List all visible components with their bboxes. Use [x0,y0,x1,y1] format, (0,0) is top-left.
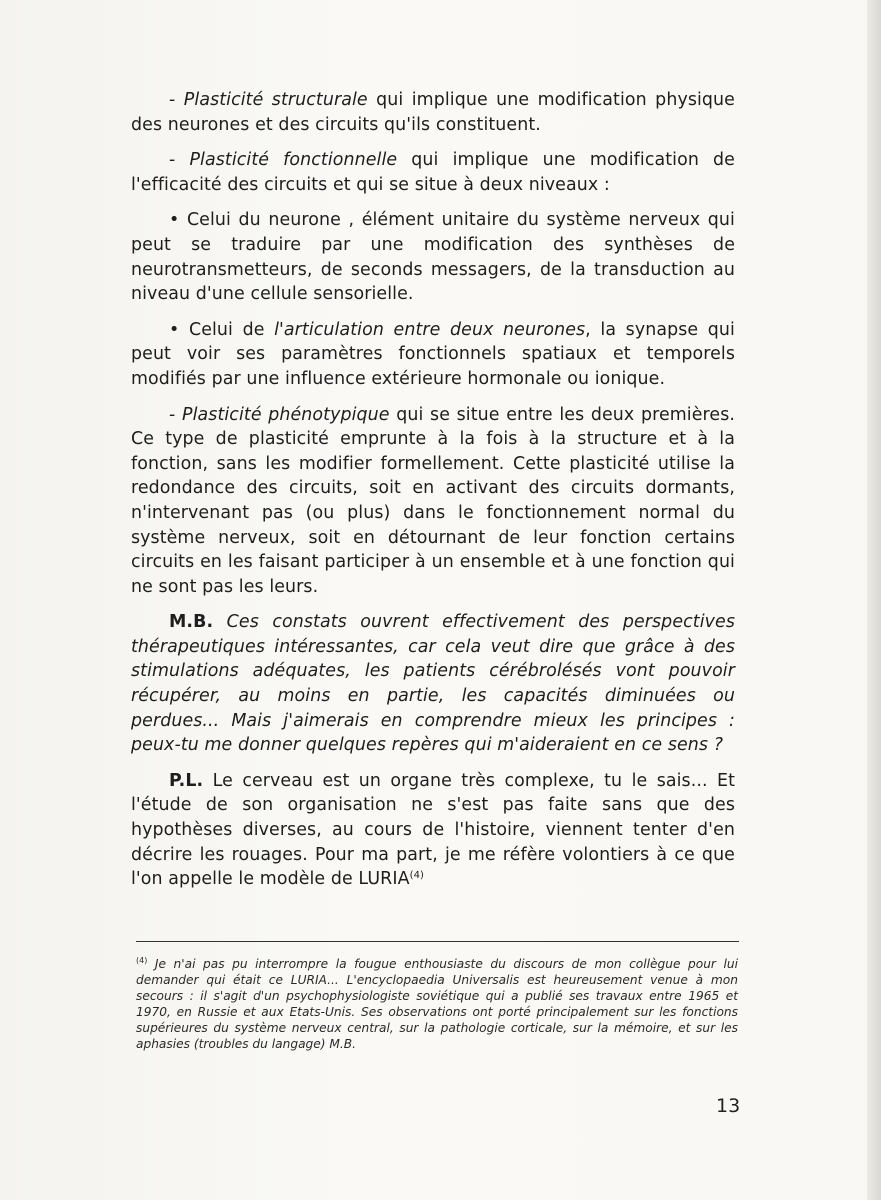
footnote [136,956,738,1052]
paragraph-text: , la synapse qui peut voir ses paramètres fonctionnels spatiaux et temporels modifiés par une influence extérieure hormonale ou ionique. [131,319,735,389]
paragraph-phenotypic [131,403,735,600]
footnote-text: Je n'ai pas pu interrompre la fougue enthousiaste du discours de mon collègue pour lui demander qui était ce LURIA... L'encyclopaedia Universalis est heureusement venue à mon secours : il s'agit d'un psychophysiologiste soviétique qui a publié ses travaux entre 1965 et 1970, en Russie et aux Etats-Unis. Ses observations ont porté principalement sur les fonctions supérieures du système nerveux central, sur la pathologie corticale, sur la mémoire, et sur les aphasies (troubles du langage) M.B. [136,957,738,1051]
paragraph-functional [131,148,735,197]
body-text [131,88,735,903]
speaker-mb: M.B. [169,612,214,633]
footnote-divider [136,941,739,942]
paragraph-pl-answer [131,769,735,892]
term-structural: Plasticité structurale [183,90,368,110]
page-number: 13 [716,1095,741,1117]
speaker-pl: P.L. [169,770,204,791]
dash-marker: - [169,150,190,171]
page-edge [867,0,881,1200]
dash-marker: - [169,404,183,425]
paragraph-text: Celui du neurone , élément unitaire du système nerveux qui peut se traduire par une modification des synthèses de neurotransmetteurs, de seconds messagers, de la transduction au niveau d'une cellule sensorielle. [131,210,735,305]
paragraph-text: qui se situe entre les deux premières. Ce type de plasticité emprunte à la fois à la structure et à la fonction, sans les modifier formellement. Cette plasticité utilise la redondance des circuits, soit en activant des circuits dormants, n'intervenant pas (ou plus) dans le fonctionnement normal du système nerveux, soit en détournant de leur fonction certains circuits en les faisant participer à un ensemble et à une fonction qui ne sont pas les leurs. [131,404,735,597]
footnote-reference: (4) [409,870,425,882]
term-functional: Plasticité fonctionnelle [189,150,398,171]
paragraph-mb-question [131,610,735,758]
term-phenotypic: Plasticité phénotypique [182,404,390,425]
term-articulation: l'articulation entre deux neurones [274,319,586,340]
dash-marker: - [169,90,184,110]
paragraph-structural [131,88,735,137]
paragraph-text: qui implique une modification physique des neurones et des circuits qu'ils constituent. [131,90,735,135]
paragraph-text: qui implique une modification de l'efficacité des circuits et qui se situe à deux niveaux : [131,150,735,195]
paragraph-neuron [131,208,735,306]
bullet-marker: • [169,210,187,231]
paragraph-text: Le cerveau est un organe très complexe, tu le sais... Et l'étude de son organisation ne s'est pas faite sans que des hypothèses diverses, au cours de l'histoire, viennent tenter d'en décrire les rouages. Pour ma part, je me réfère volontiers à ce que l'on appelle le modèle de LURIA [131,770,735,890]
bullet-marker: • [169,319,189,340]
paragraph-text: Ces constats ouvrent effectivement des perspectives thérapeutiques intéressantes, car cela veut dire que grâce à des stimulations adéquates, les patients cérébrolésés vont pouvoir récupérer, au moins en partie, les capacités diminuées ou perdues... Mais j'aimerais en comprendre mieux les principes : peux-tu me donner quelques repères qui m'aideraient en ce sens ? [131,612,735,756]
paragraph-text: Celui de [188,319,275,340]
paragraph-synapse [131,318,735,392]
footnote-mark: (4) [136,956,148,965]
